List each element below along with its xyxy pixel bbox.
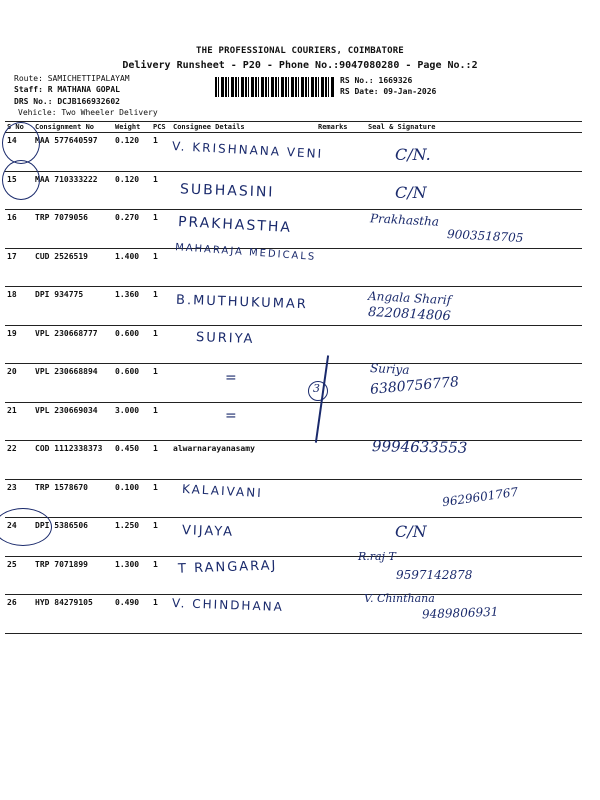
handwritten-consignee: VIJAYA	[181, 523, 235, 540]
runsheet-table	[5, 121, 582, 634]
route-line	[14, 74, 130, 83]
sno-cell: 23	[5, 479, 33, 518]
weight-cell: 0.100	[113, 479, 151, 518]
table-row	[5, 402, 582, 441]
consignee-cell	[171, 402, 316, 441]
pcs-cell: 1	[151, 479, 171, 518]
consignment-cell: MAA 710333222	[33, 171, 113, 210]
weight-cell: 1.360	[113, 287, 151, 326]
weight-cell: 3.000	[113, 402, 151, 441]
pcs-cell: 1	[151, 556, 171, 595]
handwritten-signature: C/N	[395, 522, 427, 541]
pcs-cell: 1	[151, 595, 171, 634]
col-sno: S No	[5, 122, 33, 133]
remarks-cell[interactable]	[316, 171, 366, 210]
weight-cell: 1.300	[113, 556, 151, 595]
col-consignment: Consignment No	[33, 122, 113, 133]
sno-cell: 19	[5, 325, 33, 364]
consignment-cell: COD 1112338373	[33, 441, 113, 480]
sno-cell: 22	[5, 441, 33, 480]
seal-signature-cell[interactable]	[366, 402, 582, 441]
handwritten-consignee: =	[225, 408, 239, 425]
sno-cell: 25	[5, 556, 33, 595]
remarks-cell[interactable]	[316, 402, 366, 441]
table-row	[5, 325, 582, 364]
handwritten-consignee: B.MUTHUKUMAR	[175, 292, 309, 312]
handwritten-consignee: SURIYA	[195, 329, 255, 347]
sno-cell: 14	[5, 133, 33, 172]
handwritten-phone: 9597142878	[396, 567, 473, 582]
handwritten-consignee: =	[225, 370, 239, 387]
rs-date-label: RS Date:	[340, 87, 379, 96]
runsheet-title: Delivery Runsheet - P20 - Phone No.:9047080280 - Page No.:2	[122, 60, 478, 71]
pcs-cell: 1	[151, 210, 171, 249]
margin-mark-3: 3	[313, 382, 320, 395]
pcs-cell: 1	[151, 518, 171, 557]
weight-cell: 0.270	[113, 210, 151, 249]
remarks-cell[interactable]	[316, 248, 366, 287]
sno-cell: 21	[5, 402, 33, 441]
consignee-cell	[171, 364, 316, 403]
vehicle-line	[18, 108, 158, 117]
pcs-cell: 1	[151, 402, 171, 441]
sno-cell: 24	[5, 518, 33, 557]
col-remarks: Remarks	[316, 122, 366, 133]
drs-value: DCJB166932602	[57, 97, 120, 106]
pcs-cell: 1	[151, 287, 171, 326]
weight-cell: 1.400	[113, 248, 151, 287]
handwritten-phone: 9003518705	[446, 226, 524, 245]
table-row	[5, 171, 582, 210]
weight-cell: 1.250	[113, 518, 151, 557]
circle-mark-14	[2, 122, 40, 164]
vehicle-value: Two Wheeler Delivery	[61, 108, 158, 117]
table-header-row	[5, 122, 582, 133]
consignment-cell: CUD 2526519	[33, 248, 113, 287]
handwritten-signature: V. Chinthana	[364, 591, 435, 605]
consignment-cell: TRP 1578670	[33, 479, 113, 518]
rs-date-line	[340, 87, 436, 96]
table-row	[5, 364, 582, 403]
consignment-cell: MAA 577640597	[33, 133, 113, 172]
pcs-cell: 1	[151, 364, 171, 403]
handwritten-consignee: MAHARAJA MEDICALS	[174, 241, 317, 263]
weight-cell: 0.490	[113, 595, 151, 634]
handwritten-signature: Prakhastha	[369, 211, 440, 229]
sno-cell: 17	[5, 248, 33, 287]
consignment-cell: VPL 230668777	[33, 325, 113, 364]
consignee-printed-name: alwarnarayanasamy	[173, 444, 255, 453]
weight-cell: 0.450	[113, 441, 151, 480]
handwritten-consignee: PRAKHASTHA	[177, 213, 293, 236]
pcs-cell: 1	[151, 248, 171, 287]
remarks-cell[interactable]	[316, 133, 366, 172]
pcs-cell: 1	[151, 441, 171, 480]
handwritten-phone: 6380756778	[369, 374, 460, 399]
drs-line	[14, 97, 120, 106]
handwritten-phone: 8220814806	[367, 304, 452, 324]
remarks-cell[interactable]	[316, 325, 366, 364]
sno-cell: 18	[5, 287, 33, 326]
staff-line	[14, 85, 120, 94]
handwritten-consignee: V. CHINDHANA	[171, 595, 285, 614]
circle-mark-15	[2, 160, 40, 200]
consignment-cell: HYD 84279105	[33, 595, 113, 634]
remarks-cell[interactable]	[316, 287, 366, 326]
remarks-cell[interactable]	[316, 595, 366, 634]
pcs-cell: 1	[151, 325, 171, 364]
handwritten-phone: 9629601767	[441, 484, 519, 510]
company-name: THE PROFESSIONAL COURIERS, COIMBATORE	[196, 46, 404, 56]
col-pcs: PCS	[151, 122, 171, 133]
vehicle-label: Vehicle:	[18, 108, 57, 117]
seal-signature-cell[interactable]	[366, 325, 582, 364]
handwritten-signature: C/N	[395, 182, 427, 202]
pcs-cell: 1	[151, 133, 171, 172]
sno-cell: 20	[5, 364, 33, 403]
sno-cell: 26	[5, 595, 33, 634]
weight-cell: 0.120	[113, 133, 151, 172]
handwritten-consignee: KALAIVANI	[181, 481, 264, 501]
consignment-cell: VPL 230669034	[33, 402, 113, 441]
rs-no-value: 1669326	[378, 76, 413, 85]
table-row	[5, 556, 582, 595]
handwritten-phone: 9994633553	[371, 437, 468, 458]
handwritten-consignee: SUBHASINI	[179, 181, 275, 201]
handwritten-consignee: V. KRISHNANA VENI	[171, 139, 324, 161]
remarks-cell[interactable]	[316, 210, 366, 249]
weight-cell: 0.120	[113, 171, 151, 210]
weight-cell: 0.600	[113, 325, 151, 364]
table-row	[5, 518, 582, 557]
weight-cell: 0.600	[113, 364, 151, 403]
consignment-cell: DPI 5386506	[33, 518, 113, 557]
rs-date-value: 09-Jan-2026	[383, 87, 437, 96]
pcs-cell: 1	[151, 171, 171, 210]
table-row	[5, 441, 582, 480]
col-seal: Seal & Signature	[366, 122, 582, 133]
route-label: Route:	[14, 74, 43, 83]
consignee-cell	[171, 441, 316, 480]
sno-cell: 16	[5, 210, 33, 249]
handwritten-signature: C/N.	[395, 145, 431, 164]
consignment-cell: TRP 7071899	[33, 556, 113, 595]
consignment-cell: TRP 7079056	[33, 210, 113, 249]
staff-label: Staff:	[14, 85, 43, 94]
handwritten-consignee: T RANGARAJ	[177, 558, 278, 577]
route-value: SAMICHETTIPALAYAM	[47, 74, 130, 83]
handwritten-signature: Suriya	[369, 361, 410, 378]
handwritten-signature: Angala Sharif	[367, 288, 452, 307]
handwritten-signature: R.raj T	[358, 549, 396, 563]
rs-no-line	[340, 76, 412, 85]
consignment-cell: VPL 230668894	[33, 364, 113, 403]
col-weight: Weight	[113, 122, 151, 133]
drs-label: DRS No.:	[14, 97, 53, 106]
barcode	[215, 77, 335, 97]
staff-value: R MATHANA GOPAL	[47, 85, 120, 94]
remarks-cell[interactable]	[316, 479, 366, 518]
handwritten-phone: 9489806931	[421, 604, 499, 622]
consignment-cell: DPI 934775	[33, 287, 113, 326]
col-consignee: Consignee Details	[171, 122, 316, 133]
sno-cell: 15	[5, 171, 33, 210]
remarks-cell[interactable]	[316, 441, 366, 480]
rs-no-label: RS No.:	[340, 76, 374, 85]
seal-signature-cell[interactable]	[366, 248, 582, 287]
